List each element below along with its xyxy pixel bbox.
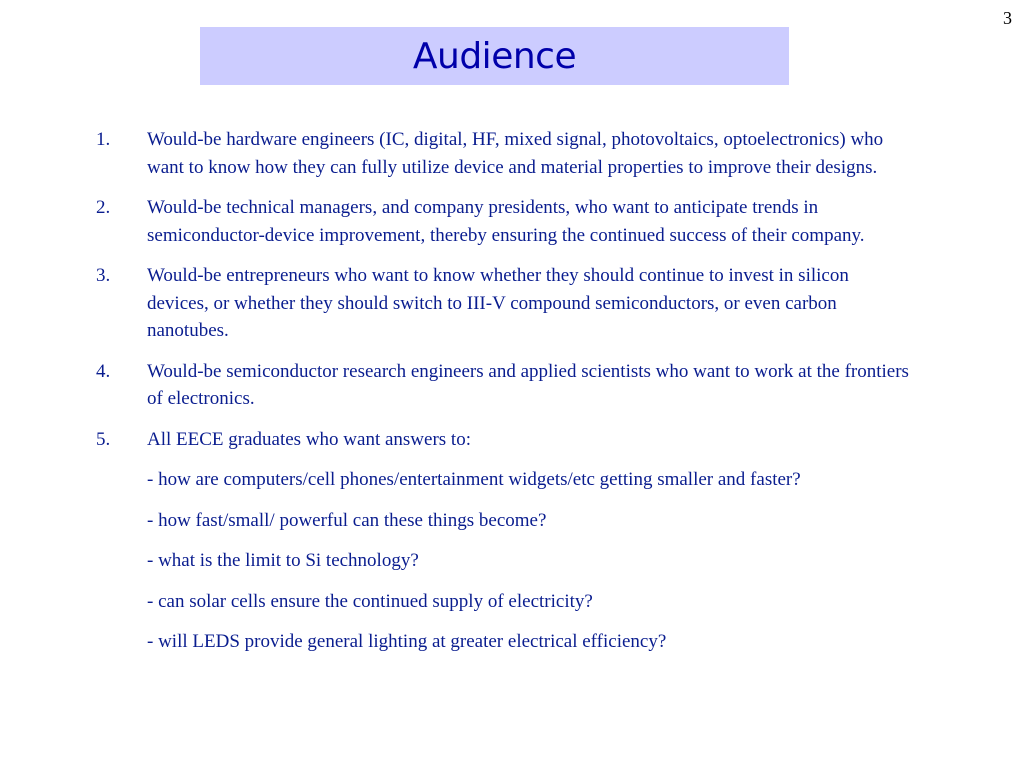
list-item-number: 4. xyxy=(96,360,111,382)
list-item xyxy=(96,194,911,249)
list-item-number: 2. xyxy=(96,197,111,218)
list-item-number: 1. xyxy=(96,129,111,150)
slide-title: Audience xyxy=(412,35,577,77)
list-item-number: 5. xyxy=(96,428,111,450)
list-item-text: Would-be technical managers, and company presidents, who want to anticipate trends in semiconductor-device improvement, thereby ensuring the continued success of their company. xyxy=(147,197,865,246)
list-item-text: Would-be semiconductor research engineers and applied scientists who want to work at the frontiers of electronics. xyxy=(147,360,909,409)
list-item xyxy=(96,126,911,181)
list-item xyxy=(96,426,911,454)
list-item xyxy=(96,262,911,345)
question-item: - how are computers/cell phones/entertainment widgets/etc getting smaller and faster? xyxy=(147,469,801,490)
question-item: - can solar cells ensure the continued supply of electricity? xyxy=(147,590,593,612)
list-item-number: 3. xyxy=(96,265,111,286)
audience-list xyxy=(96,126,911,669)
list-item-text: Would-be entrepreneurs who want to know whether they should continue to invest in silicon devices, or whether they should switch to III-V compound semiconductors, or even carbon nanotubes. xyxy=(147,265,849,341)
question-item: - how fast/small/ powerful can these things become? xyxy=(147,509,547,531)
question-item: - what is the limit to Si technology? xyxy=(147,550,419,571)
page-number: 3 xyxy=(1003,8,1012,28)
list-item xyxy=(96,358,911,413)
question-item: - will LEDS provide general lighting at greater electrical efficiency? xyxy=(147,631,667,652)
title-banner xyxy=(200,27,789,85)
list-item-text: All EECE graduates who want answers to: xyxy=(147,428,471,450)
list-item-text: Would-be hardware engineers (IC, digital, HF, mixed signal, photovoltaics, optoelectronics) who want to know how they can fully utilize device and material properties to improve their designs. xyxy=(147,129,884,178)
